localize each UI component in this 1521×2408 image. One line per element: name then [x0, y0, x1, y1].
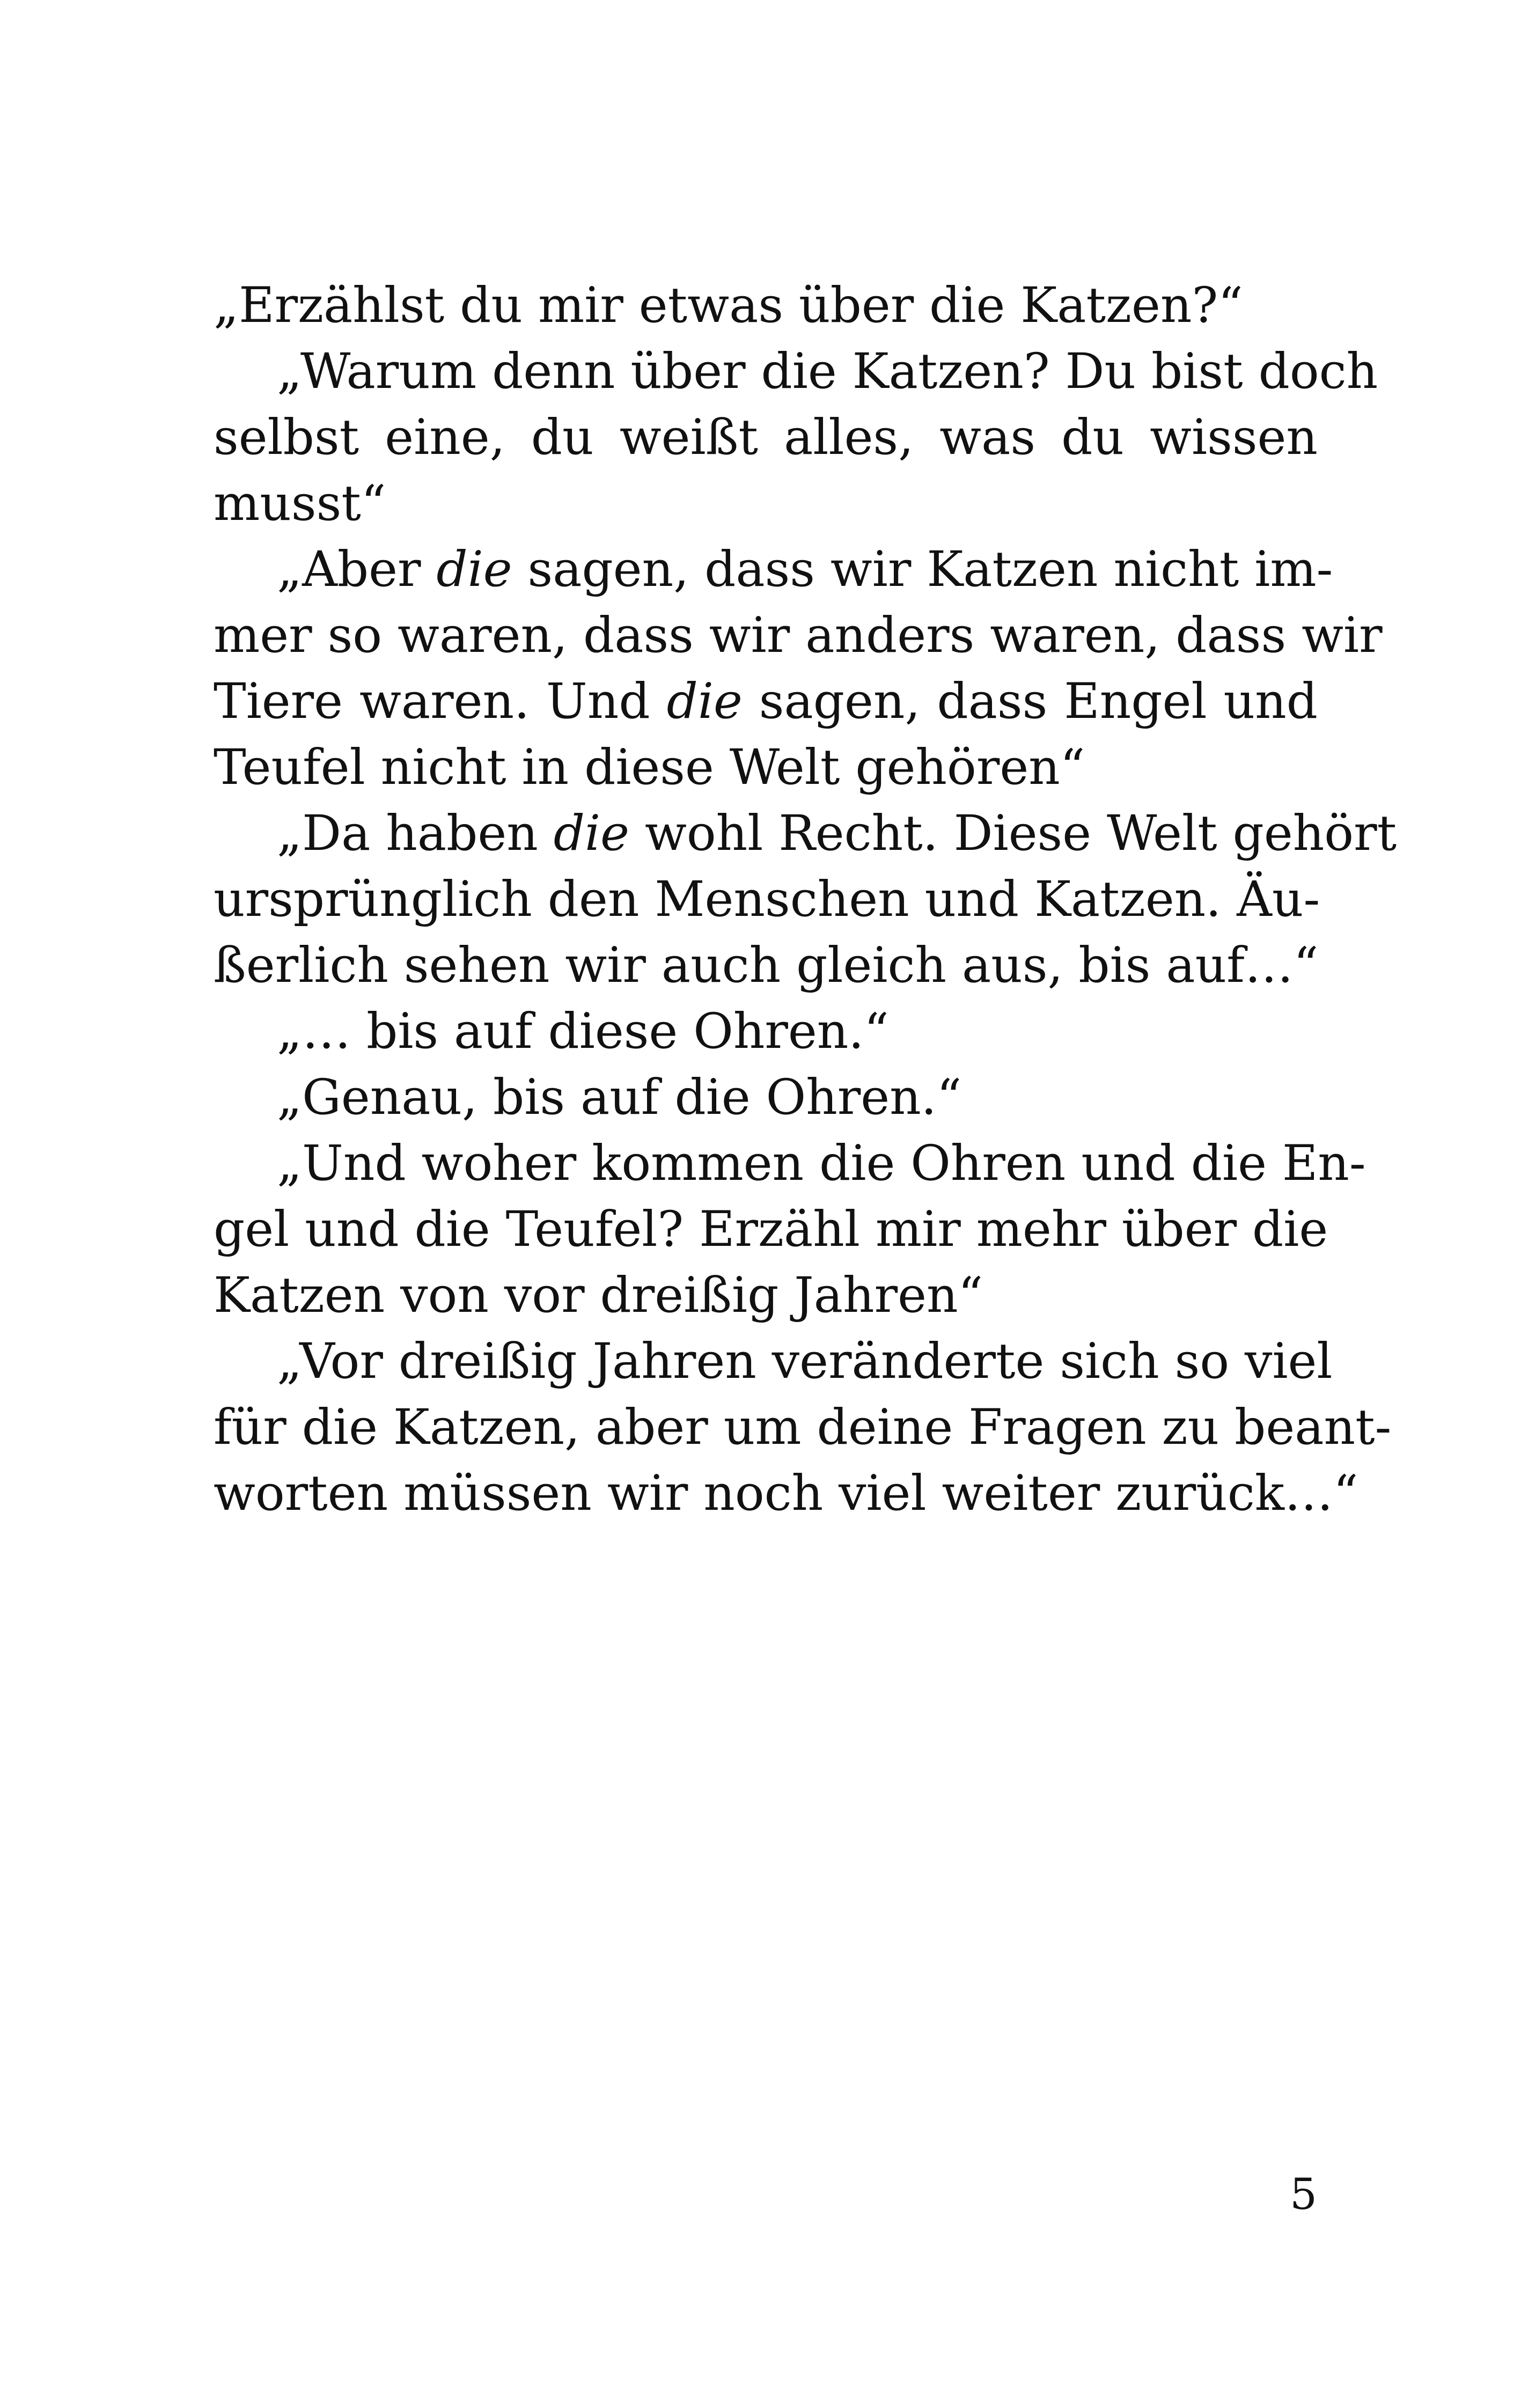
text-run: „Genau, bis auf die Ohren.“	[277, 1069, 962, 1126]
text-line	[214, 801, 1397, 867]
page-number: 5	[1290, 2169, 1317, 2219]
text-run: „Und woher kommen die Ohren und die En-	[277, 1135, 1366, 1192]
paragraph	[214, 1130, 1366, 1328]
text-run: wohl Recht. Diese Welt gehört	[629, 805, 1397, 862]
text-run: ursprünglich den Menschen und Katzen. Äu-	[214, 871, 1320, 928]
text-line	[214, 933, 1318, 999]
paragraph	[214, 537, 1383, 801]
text-line	[214, 867, 1318, 933]
text-run: Teufel nicht in diese Welt gehören“	[214, 739, 1085, 796]
text-run: für die Katzen, aber um deine Fragen zu beant-	[214, 1399, 1392, 1456]
text-run: worten müssen wir noch viel weiter zurück…“	[214, 1465, 1358, 1522]
text-line	[214, 669, 1318, 735]
text-line	[214, 405, 1318, 471]
italic-text: die	[666, 673, 743, 730]
text-line	[214, 273, 1318, 339]
text-run: „… bis auf diese Ohren.“	[277, 1003, 889, 1060]
paragraph	[214, 801, 1397, 999]
text-line	[214, 537, 1333, 603]
paragraph	[214, 273, 1318, 339]
paragraph	[214, 999, 1318, 1064]
text-run: „Warum denn über die Katzen? Du bist doch	[277, 343, 1378, 400]
paragraph	[214, 1328, 1392, 1526]
text-run: sagen, dass Engel und	[742, 673, 1318, 730]
text-line	[214, 735, 1318, 801]
text-run: sagen, dass wir Katzen nicht im-	[512, 541, 1333, 598]
text-run: „Erzählst du mir etwas über die Katzen?“	[214, 277, 1243, 334]
text-run: „Vor dreißig Jahren veränderte sich so viel	[277, 1333, 1333, 1390]
text-run: Tiere waren. Und	[214, 673, 667, 730]
text-run: musst“	[214, 475, 386, 532]
text-run: „Da haben	[277, 805, 554, 862]
text-run: gel und die Teufel? Erzähl mir mehr über die	[214, 1201, 1328, 1258]
text-run: selbst eine, du weißt alles, was du wissen	[214, 409, 1318, 466]
text-line	[214, 1064, 1318, 1130]
text-line	[214, 1262, 1318, 1328]
text-run: „Aber	[277, 541, 437, 598]
text-run: Katzen von vor dreißig Jahren“	[214, 1267, 983, 1324]
text-line	[214, 999, 1318, 1064]
body-text	[214, 273, 1397, 1526]
text-run: ßerlich sehen wir auch gleich aus, bis auf…“	[214, 937, 1319, 994]
paragraph	[214, 339, 1378, 537]
text-line	[214, 1460, 1358, 1526]
text-line	[214, 1130, 1366, 1196]
text-line	[214, 603, 1383, 669]
text-run: mer so waren, dass wir anders waren, dass wir	[214, 607, 1383, 664]
text-line	[214, 1394, 1392, 1460]
text-line	[214, 339, 1378, 405]
text-line	[214, 471, 1318, 537]
text-line	[214, 1328, 1333, 1394]
italic-text: die	[553, 805, 630, 862]
paragraph	[214, 1064, 1318, 1130]
text-line	[214, 1196, 1328, 1262]
italic-text: die	[436, 541, 512, 598]
